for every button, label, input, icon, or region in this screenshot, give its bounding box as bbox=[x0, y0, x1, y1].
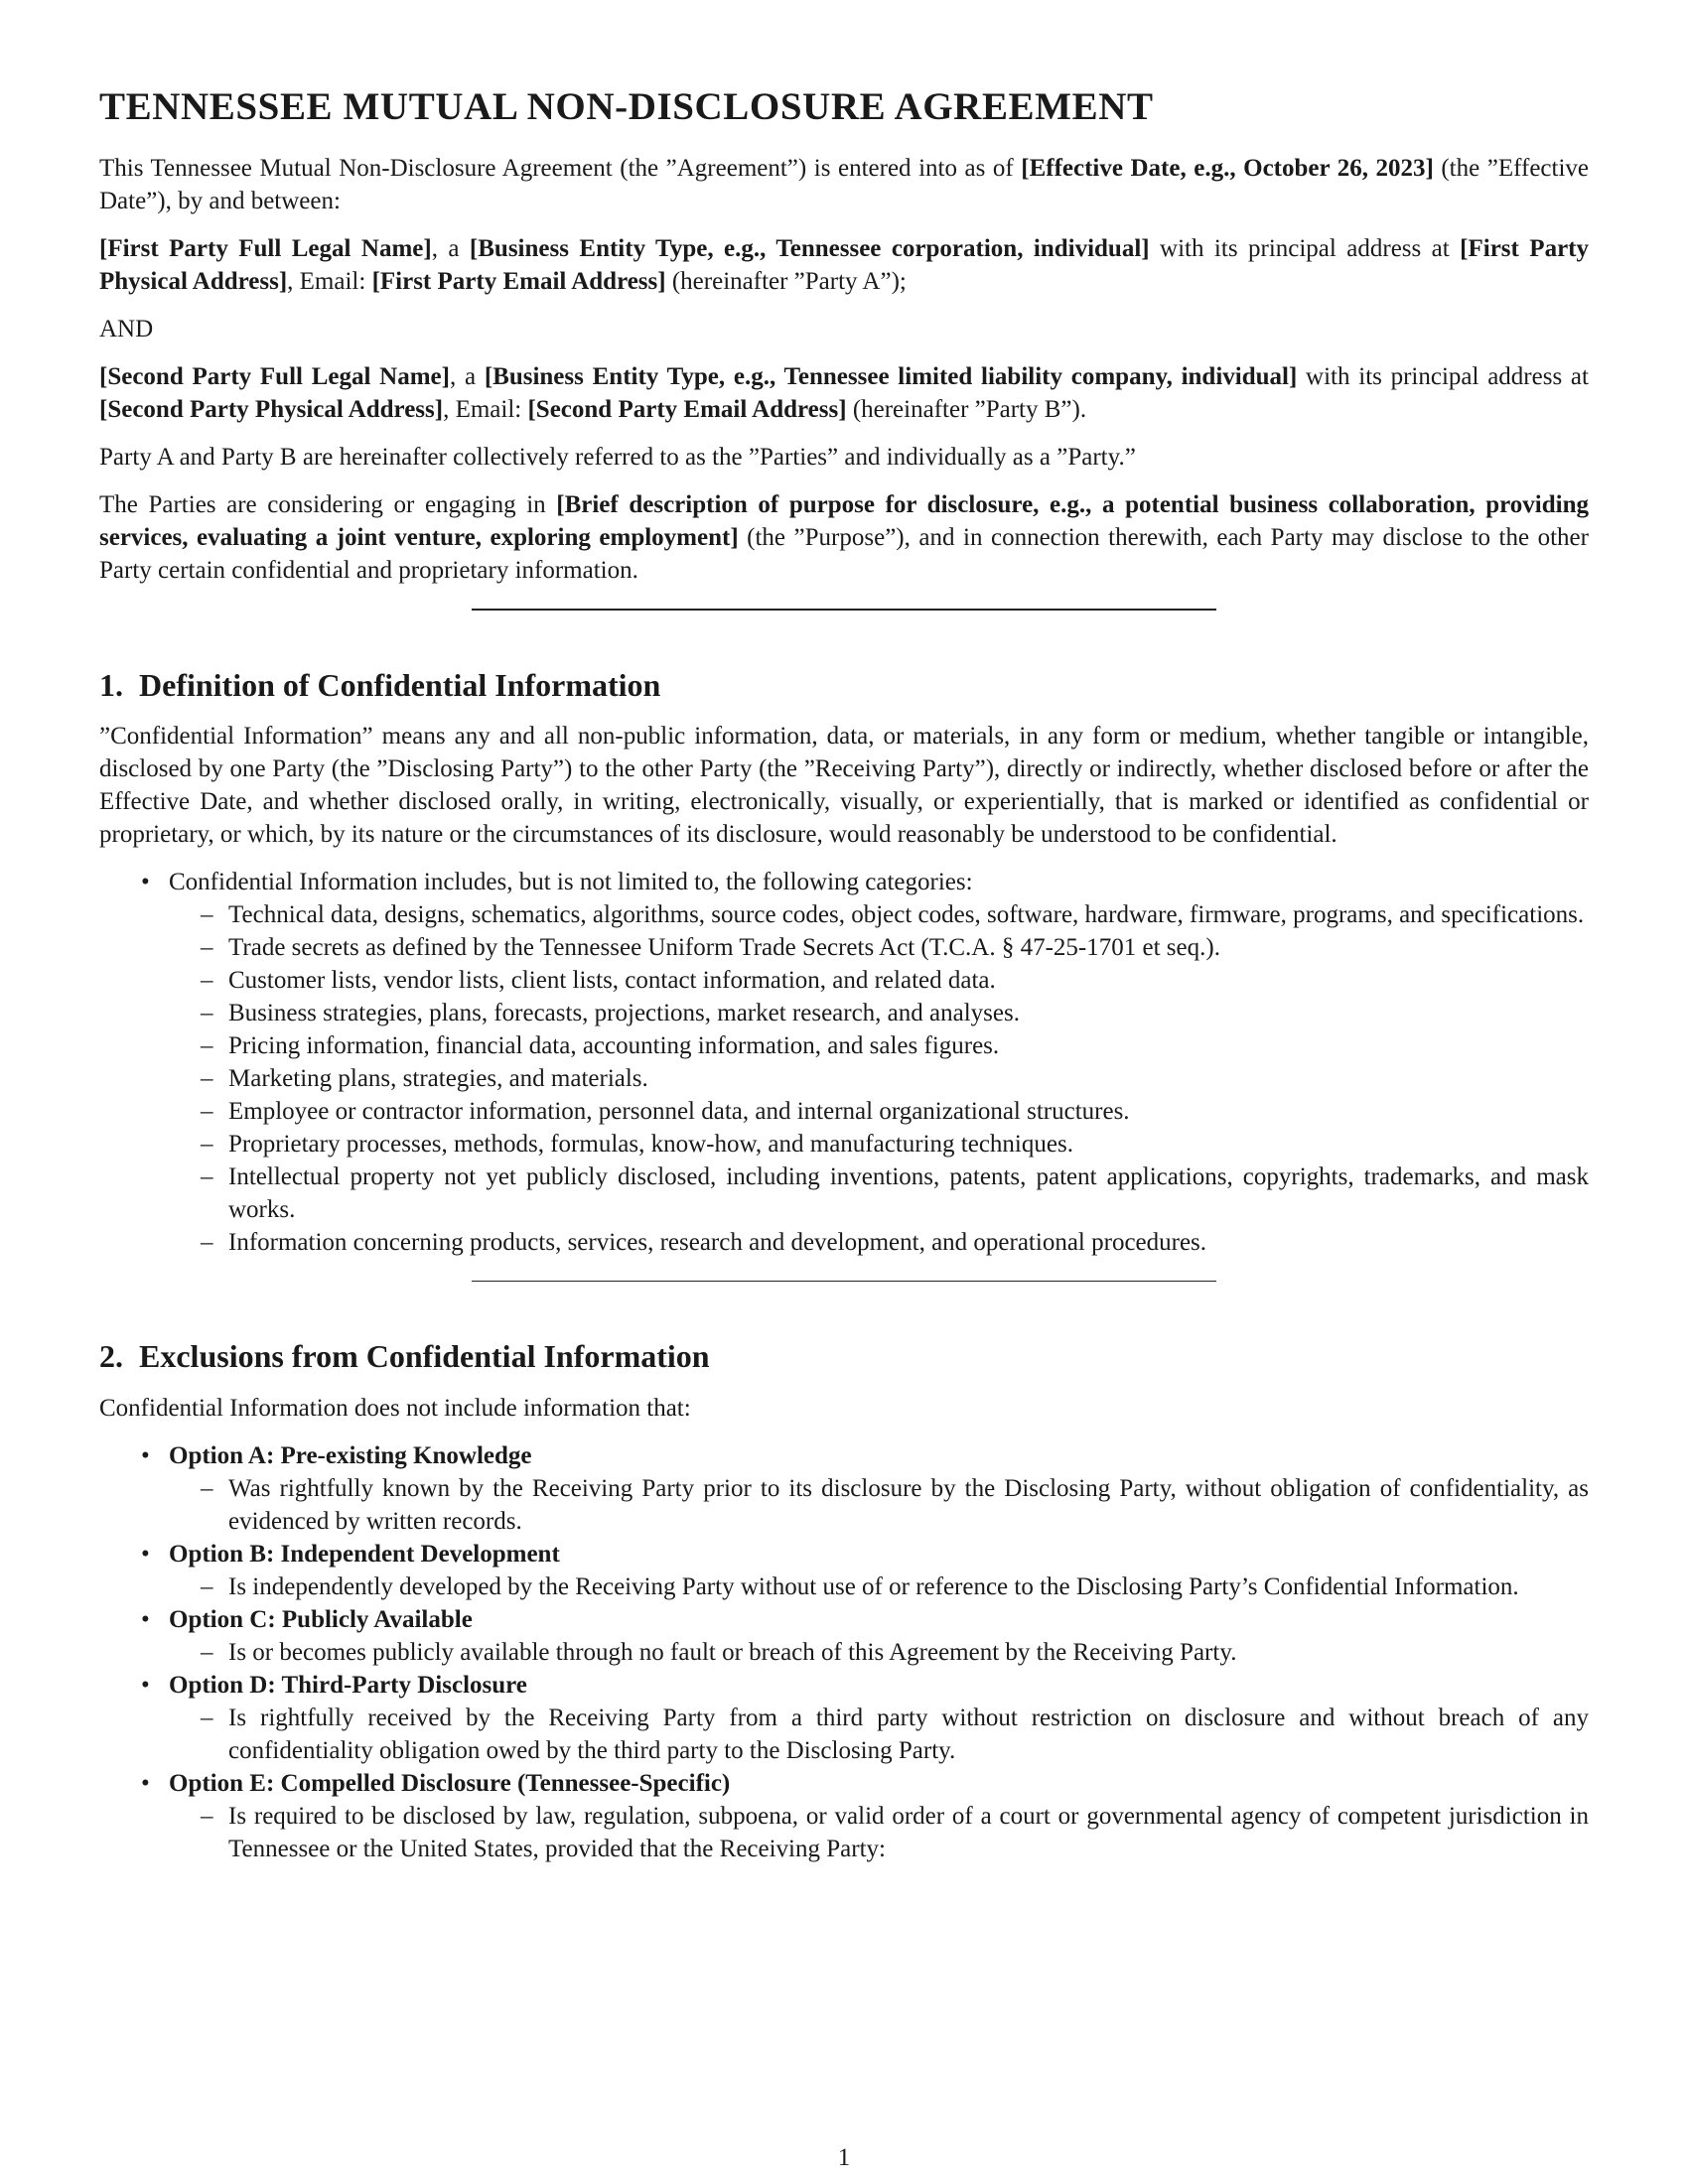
exclusion-option bbox=[169, 1538, 1589, 1603]
purpose-placeholder: [Brief description of purpose for disclosure, e.g., a potential business collaboration, providing services, evaluating a joint venture, exploring employment] bbox=[99, 490, 1589, 551]
party-b-paragraph: [Second Party Full Legal Name], a [Business Entity Type, e.g., Tennessee limited liability company, individual] with its principal address at [Second Party Physical Address], Email: [Second Party Email Address] (hereinafter ”Party B”). bbox=[99, 362, 1589, 423]
option-text: – Is independently developed by the Receiving Party without use of or reference to the Disclosing Party’s Confidential Information. bbox=[228, 1570, 1589, 1603]
category-list bbox=[169, 898, 1589, 1259]
list-item: – Employee or contractor information, personnel data, and internal organizational structures. bbox=[228, 1095, 1589, 1128]
exclusion-option bbox=[169, 1767, 1589, 1865]
list-item: – Information concerning products, services, research and development, and operational procedures. bbox=[228, 1226, 1589, 1259]
section-1-heading: 1. Definition of Confidential Information bbox=[99, 666, 661, 703]
list-item: – Marketing plans, strategies, and materials. bbox=[228, 1062, 1589, 1095]
party-a-name-placeholder: [First Party Full Legal Name] bbox=[99, 234, 432, 262]
list-item: – Trade secrets as defined by the Tennessee Uniform Trade Secrets Act (T.C.A. § 47-25-1701 et seq.). bbox=[228, 931, 1589, 964]
section-divider bbox=[472, 1281, 1216, 1282]
party-b-email-placeholder: [Second Party Email Address] bbox=[527, 395, 847, 423]
list-item: – Customer lists, vendor lists, client lists, contact information, and related data. bbox=[228, 964, 1589, 997]
document-title: TENNESSEE MUTUAL NON-DISCLOSURE AGREEMENT bbox=[99, 85, 1154, 128]
exclusion-options-list bbox=[99, 1439, 1589, 1865]
option-label: Option E: Compelled Disclosure (Tennessee-Specific) bbox=[169, 1769, 731, 1797]
option-label: Option B: Independent Development bbox=[169, 1540, 560, 1568]
list-item: – Business strategies, plans, forecasts, projections, market research, and analyses. bbox=[228, 997, 1589, 1029]
option-text: – Is rightfully received by the Receiving Party from a third party without restriction on disclosure and without breach of any confidentiality obligation owed by the third party to the Disclosing Party. bbox=[228, 1702, 1589, 1767]
purpose-paragraph: The Parties are considering or engaging in [Brief description of purpose for disclosure, e.g., a potential business collaboration, providing services, evaluating a joint venture, exploring employment] (the ”Purpose”), and in connection therewith, each Party may disclose to the other Party certain confidential and proprietary information. bbox=[99, 490, 1589, 584]
option-text: – Is or becomes publicly available through no fault or breach of this Agreement by the Receiving Party. bbox=[228, 1636, 1589, 1669]
section-1-paragraph: ”Confidential Information” means any and all non-public information, data, or materials, in any form or medium, whether tangible or intangible, disclosed by one Party (the ”Disclosing Party”) to the other Party (the ”Receiving Party”), directly or indirectly, whether disclosed before or after the Effective Date, and whether disclosed orally, in writing, electronically, visually, or experientially, that is marked or identified as confidential or proprietary, or which, by its nature or the circumstances of its disclosure, would reasonably be understood to be confidential. bbox=[99, 723, 1589, 849]
exclusion-option bbox=[169, 1603, 1589, 1669]
and-separator: AND bbox=[99, 315, 154, 342]
option-label: Option D: Third-Party Disclosure bbox=[169, 1671, 527, 1699]
party-a-paragraph: [First Party Full Legal Name], a [Business Entity Type, e.g., Tennessee corporation, individual] with its principal address at [First Party Physical Address], Email: [First Party Email Address] (hereinafter ”Party A”); bbox=[99, 234, 1589, 295]
section-2-heading: 2. Exclusions from Confidential Information bbox=[99, 1338, 710, 1375]
section-2-intro: Confidential Information does not include information that: bbox=[99, 1394, 691, 1422]
list-item: – Technical data, designs, schematics, algorithms, source codes, object codes, software, hardware, firmware, programs, and specifications. bbox=[228, 898, 1589, 931]
party-a-email-placeholder: [First Party Email Address] bbox=[371, 267, 666, 295]
party-b-entity-placeholder: [Business Entity Type, e.g., Tennessee limited liability company, individual] bbox=[484, 362, 1298, 390]
page-number: 1 bbox=[837, 2144, 851, 2171]
option-text: – Was rightfully known by the Receiving Party prior to its disclosure by the Disclosing Party, without obligation of confidentiality, as evidenced by written records. bbox=[228, 1472, 1589, 1538]
section-1-list bbox=[99, 866, 1589, 1259]
exclusion-option bbox=[169, 1439, 1589, 1538]
parties-definition: Party A and Party B are hereinafter collectively referred to as the ”Parties” and individually as a ”Party.” bbox=[99, 443, 1136, 471]
party-a-address-placeholder: [First Party Physical Address] bbox=[99, 234, 1589, 295]
option-label: Option A: Pre-existing Knowledge bbox=[169, 1441, 532, 1469]
option-label: Option C: Publicly Available bbox=[169, 1605, 473, 1633]
list-item: – Proprietary processes, methods, formulas, know-how, and manufacturing techniques. bbox=[228, 1128, 1589, 1160]
option-text: – Is required to be disclosed by law, regulation, subpoena, or valid order of a court or governmental agency of competent jurisdiction in Tennessee or the United States, provided that the Receiving Party: bbox=[228, 1800, 1589, 1865]
section-divider bbox=[472, 609, 1216, 611]
list-item: – Pricing information, financial data, accounting information, and sales figures. bbox=[228, 1029, 1589, 1062]
party-b-address-placeholder: [Second Party Physical Address] bbox=[99, 395, 444, 423]
exclusion-option bbox=[169, 1669, 1589, 1767]
party-a-entity-placeholder: [Business Entity Type, e.g., Tennessee corporation, individual] bbox=[469, 234, 1150, 262]
intro-paragraph: This Tennessee Mutual Non-Disclosure Agreement (the ”Agreement”) is entered into as of [Effective Date, e.g., October 26, 2023] (the ”Effective Date”), by and between: bbox=[99, 154, 1590, 214]
list-item: – Intellectual property not yet publicly disclosed, including inventions, patents, patent applications, copyrights, trademarks, and mask works. bbox=[228, 1160, 1589, 1226]
party-b-name-placeholder: [Second Party Full Legal Name] bbox=[99, 362, 450, 390]
list-item: • Confidential Information includes, but is not limited to, the following categories: – Technical data, designs, schematics, algorithms, source codes, object codes, software, hardware, firmware, programs, and specifications. – Trade secrets as defined by the Tennessee Uniform Trade Secrets Act (T.C.A. § 47-25-1701 et seq.). – Customer lists, vendor lists, client lists, contact information, and related data. – Business strategies, plans, forecasts, projections, market research, and analyses. – Pricing information, financial data, accounting information, and sales figures. – Marketing plans, strategies, and materials. – Employee or contractor information, personnel data, and internal organizational structures. – Proprietary processes, methods, formulas, know-how, and manufacturing techniques. – Intellectual property not yet publicly disclosed, including inventions, patents, patent applications, copyrights, trademarks, and mask works. – Information concerning products, services, research and development, and operational procedures. bbox=[169, 866, 1589, 1259]
effective-date-placeholder: [Effective Date, e.g., October 26, 2023] bbox=[1021, 154, 1434, 182]
document-body bbox=[99, 85, 1589, 1879]
